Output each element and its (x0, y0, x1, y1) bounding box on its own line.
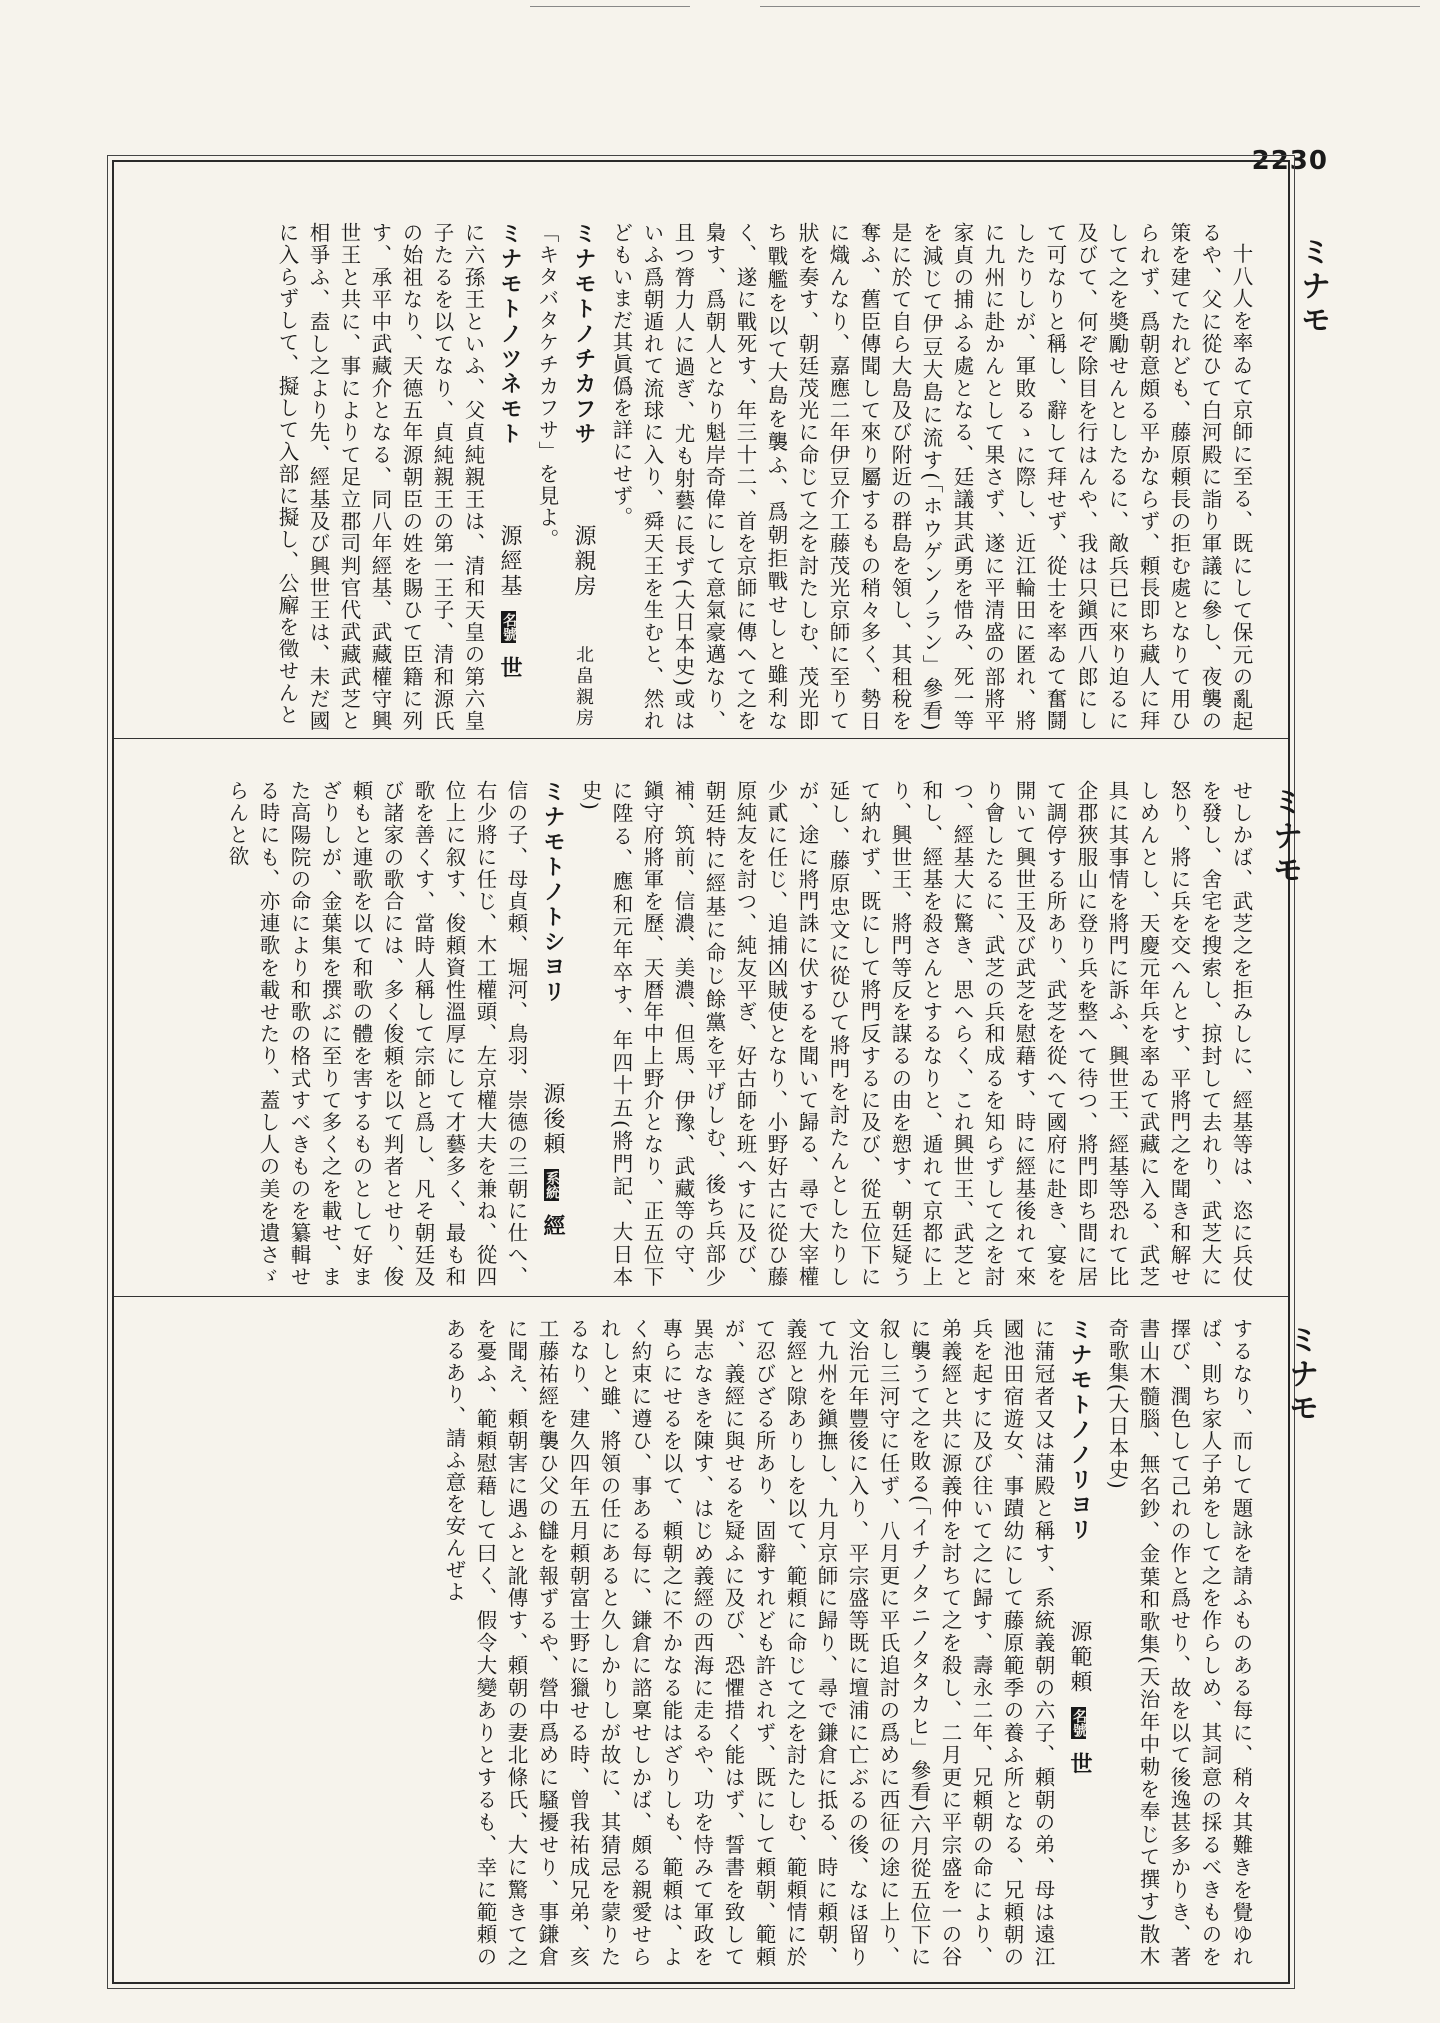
entry-title: ミナモトノツネモト (497, 222, 522, 447)
entry-author: 源後頼 (540, 1081, 565, 1157)
entry-suffix: 世 (1067, 1752, 1092, 1778)
paragraph: せしかば、武芝之を拒みしに、經基等は、恣に兵仗を發し、舍宅を搜索し、掠封して去れり、武芝大に怒り、將に兵を交へんとす、平將門之を聞き和解せしめんとし、天慶元年兵を率ゐて武藏に入る、武芝具に其事情を將門に訴ふ、興世王、經基等恐れて比企郡狹服山に登り兵を整へて待つ、將門即ち間に居て調停する所あり、武芝を從へて國府に赴き、宴を開いて興世王及び武芝を慰藉す、時に經基後れて來り會したるに、武芝の兵和成るを知らずして之を討つ、經基大に驚き、思へらく、これ興世王、武芝と和し、經基を殺さんとするなりと、遁れて京都に上り、興世王、將門等反を謀るの由を愬す、朝廷疑うて納れず、既にして將門反するに及び、從五位下に延し、藤原忠文に從ひて將門を討たんとしたりしが、途に將門誅に伏するを聞いて歸る、尋で大宰權少貳に任じ、追捕凶賊使となり、小野好古に從ひ藤原純友を討つ、純友平ぎ、好古師を班へすに及び、朝廷特に經基に命じ餘黨を平げしむ、後ち兵部少補、筑前、信濃、美濃、但馬、伊豫、武藏等の守、鎭守府將軍を歷、天暦年中上野介となり、正五位下に陞る、應和元年卒す、年四十五(將門記、大日本史) (578, 780, 1253, 1288)
paragraph: 十八人を率ゐて京師に至る、既にして保元の亂起るや、父に從ひて白河殿に詣り軍議に參し、夜襲の策を建てたれども、藤原頼長の拒む處となりて用ひられず、爲朝意頗る平かならず、頼長即ち藏人に拜して之を奬勵せんとしたるに、敵兵已に來り迫るに及びて、何ぞ除目を行はんや、我は只鎭西八郎にして可なりと稱し、辭して拜せず、從士を率ゐて奮鬪したりしが、軍敗るゝに際し、近江輪田に匿れ、將に九州に赴かんとして果さず、遂に平清盛の部將平家貞の捕ふる處となる、廷議其武勇を惜み、死一等を減じて伊豆大島に流す(「ホウゲンノラン」參看)是に於て自ら大島及び附近の群島を領し、其租稅を奪ふ、舊臣傳聞して來り屬するもの稍々多く、勢日に熾んなり、嘉應二年伊豆介工藤茂光京師に至りて狀を奏す、朝廷茂光に命じて之を討たしむ、茂光即ち戰艦を以て大島を襲ふ、爲朝拒戰せしと雖利なく、遂に戰死す、年三十二、首を京師に傳へて之を梟す、爲朝人となり魁岸奇偉にして意氣豪邁なり、且つ膂力人に過ぎ、尤も射藝に長ず(大日本史)或はいふ爲朝遁れて流球に入り、舜天王を生むと、然れどもいまだ其眞僞を詳にせず。 (609, 222, 1253, 732)
section-3-body (120, 1318, 1256, 1968)
section-divider-1 (114, 738, 1288, 739)
section-2-body (120, 780, 1256, 1288)
running-header-3: ミナモ (1283, 1324, 1318, 1426)
entry-alias: 北畠親房 (573, 645, 594, 730)
label-badge: 名號 (501, 613, 517, 642)
text-section-1 (120, 222, 1256, 732)
entry-title: ミナモトノノリヨリ (1067, 1318, 1092, 1543)
entry-author: 源親房 (571, 523, 596, 599)
entry-suffix: 世 (497, 656, 522, 682)
running-header-2: ミナモ (1267, 786, 1302, 888)
label-badge: 系統 (544, 1171, 560, 1200)
paragraph: 「キタバタケチカフサ」を見よ。 (535, 222, 559, 551)
entry-author: 源範頼 (1067, 1619, 1092, 1695)
text-section-2 (120, 780, 1256, 1288)
text-section-3 (120, 1318, 1256, 1968)
entry-heading-tsunemoto (494, 222, 525, 732)
entry-heading-chikafusa (568, 222, 599, 732)
entry-author: 源經基 (497, 523, 522, 599)
entry-suffix: 經 (540, 1214, 565, 1240)
section-1-body (120, 222, 1256, 732)
running-header-1: ミナモ (1295, 236, 1330, 338)
paragraph: に蒲冠者又は蒲殿と稱す、系統義朝の六子、頼朝の弟、母は遠江國池田宿遊女、事蹟幼にして藤原範季の養ふ所となる、兄頼朝の兵を起すに及び往いて之に歸す、壽永二年、兄頼朝の命により、弟義經と共に源義仲を討ちて之を殺し、二月更に平宗盛を一の谷に襲うて之を敗る(「イチノタニノタタカヒ」參看)六月從五位下に叙し三河守に任ず、八月更に平氏追討の爲めに西征の途に上り、文治元年豐後に入り、平宗盛等既に壇浦に亡ぶるの後、なほ留りて九州を鎭撫し、九月京師に歸り、尋で鎌倉に抵る、時に頼朝、義經と隙ありしを以て、範頼に命じて之を討たしむ、範頼情に於て忍びざる所あり、固辭すれども許されず、既にして頼朝、範頼が、義經に與せるを疑ふに及び、恐懼措く能はず、誓書を致して異志なきを陳す、はじめ義經の西海に走るや、功を恃みて軍政を專らにせるを以て、頼朝之に不かなる能はざりしも、範頼は、よく約束に遵ひ、事ある每に、鎌倉に諮稟せしかば、頗る親愛せられしと雖、將領の任にあると久しかりしが故に、其猜忌を蒙りたるなり、建久四年五月頼朝富士野に獵せる時、曾我祐成兄弟、亥工藤祐經を襲ひ父の讎を報ずるや、營中爲めに騷擾せり、事鎌倉に聞え、頼朝害に遇ふと訛傳す、頼朝の妻北條氏、大に驚きて之を憂ふ、範頼慰藉して曰く、假令大變ありとするも、幸に範頼のあるあり、請ふ意を安んぜよ (442, 1318, 1055, 1968)
page-number: 2230 (1251, 146, 1328, 176)
entry-title: ミナモトノトシヨリ (540, 780, 565, 1005)
section-divider-2 (114, 1296, 1288, 1297)
entry-title: ミナモトノチカフサ (571, 222, 596, 447)
top-scan-edge (0, 0, 1440, 40)
paragraph: 信の子、母貞頼、堀河、鳥羽、崇德の三朝に仕へ、右少將に任じ、木工權頭、左京權大夫を兼ね、從四位上に叙す、俊頼資性溫厚にして才藝多く、最も和歌を善くす、當時人稱して宗師と爲し、凡そ朝廷及び諸家の歌合には、多く俊頼を以て判者とせり、俊頼もと連歌を以て和歌の體を害するものとして好まざりしが、金葉集を撰ぶに至りて多く之を載せ、また高陽院の命により和歌の格式すべきものを纂輯せる時にも、亦連歌を載せたり、蓋し人の美を遺さゞらんと欲 (225, 780, 528, 1288)
entry-heading-noriyori (1064, 1318, 1095, 1968)
entry-heading-toshiyori (537, 780, 568, 1288)
label-badge: 名號 (1071, 1709, 1087, 1738)
paragraph: するなり、而して題詠を請ふものある每に、稍々其難きを覺ゆれば、則ち家人子弟をして之を作らしめ、其詞意の採るべきものを擇び、潤色して己れの作と爲せり、故を以て後逸甚多かりき、著書山木髓腦、無名鈔、金葉和歌集(天治年中勅を奉じて撰す)散木奇歌集(大日本史) (1105, 1318, 1253, 1968)
paragraph: に六孫王といふ、父貞純親王は、清和天皇の第六皇子たるを以てなり、貞純親王の第一王子、清和源氏の始祖なり、天德五年源朝臣の姓を賜ひて臣籍に列す、承平中武藏介となる、同八年經基、武藏權守興世王と共に、事によりて足立郡司判官代武藏武芝と相爭ふ、盍し之より先、經基及び興世王は、未だ國に入らずして、擬して入部に擬し、公廨を徵せんと (275, 222, 485, 732)
